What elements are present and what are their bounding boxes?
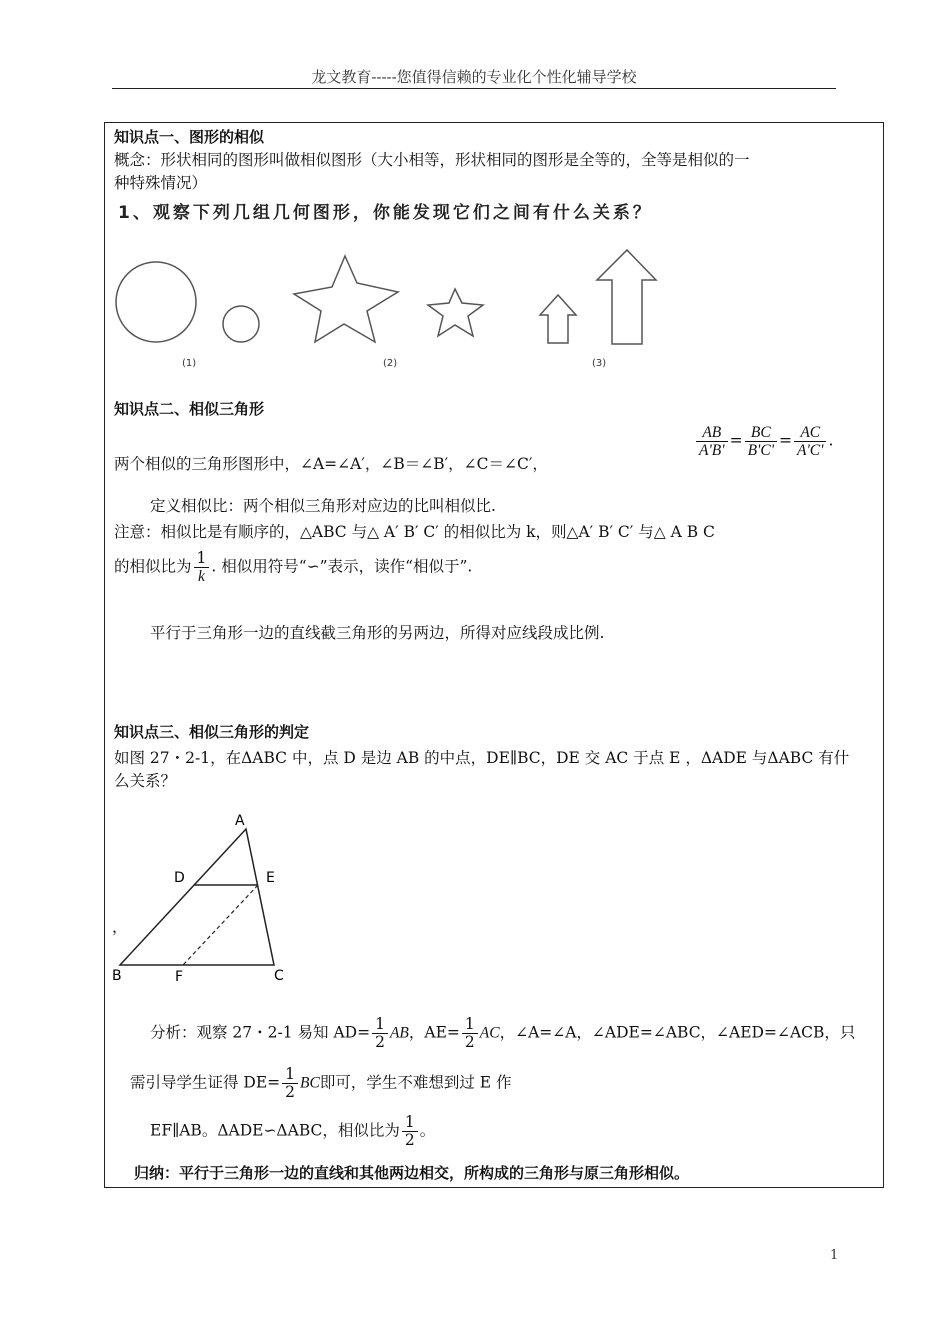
ratio-num-3: AC: [794, 424, 826, 442]
problem-line-1: 如图 27・2-1，在ΔABC 中，点 D 是边 AB 的中点，DE∥BC，DE 交 AC 于点 E ，ΔADE 与ΔABC 有什: [114, 749, 850, 767]
order-note: 注意：相似比是有顺序的，△ABC 与△ A′ B′ C′ 的相似比为 k，则△A′ B′ C′ 与△ A B C: [114, 523, 715, 541]
large-circle: [116, 262, 196, 342]
small-arrow: [540, 295, 576, 343]
section3-title: 知识点三、相似三角形的判定: [114, 723, 310, 741]
label-e: E: [266, 870, 275, 886]
small-circle: [223, 306, 259, 342]
ratio-num-2: BC: [745, 424, 777, 442]
ratio-eq-1: =: [729, 431, 743, 450]
label-f: F: [175, 969, 184, 985]
concept-line-2: 种特殊情况）: [114, 174, 208, 192]
side-ratio-equation: [694, 424, 833, 459]
label-c: C: [274, 968, 284, 984]
header-rule: [112, 88, 836, 89]
figure-comma: ，: [112, 918, 128, 936]
problem-line-2: 么关系？: [114, 772, 177, 790]
ratio-end: .: [828, 431, 834, 450]
triangle-abc: [120, 829, 274, 965]
reciprocal-den: k: [198, 568, 205, 585]
page-header: 龙文教育-----您值得信赖的专业化个性化辅导学校: [311, 68, 637, 86]
section1-title: 知识点一、图形的相似: [114, 128, 265, 146]
page-number: 1: [830, 1248, 839, 1263]
ratio-den-3: A'C': [797, 442, 824, 459]
similar-shapes-figure: [110, 240, 670, 380]
segment-ef: [183, 885, 258, 965]
reciprocal-num: 1: [194, 550, 210, 568]
label-a: A: [235, 813, 245, 829]
small-star: [428, 289, 483, 336]
analysis-line-1: 分析：观察 27・2-1 易知 AD= $\frac{1}{2}$ AB，AE= $\frac{1}{2}$ AC，∠A=∠A，∠ADE=∠ABC，∠AED=∠ACB，只: [150, 1015, 856, 1051]
parallel-line-theorem: 平行于三角形一边的直线截三角形的另两边，所得对应线段成比例.: [150, 624, 605, 642]
ratio-den-2: B'C': [747, 442, 775, 459]
reciprocal-ratio-note: 的相似比为 $\frac{1}{k}$ . 相似用符号“∽”表示，读作“相似于”.: [114, 549, 473, 585]
large-arrow: [597, 250, 656, 344]
observe-question: 1、观察下列几组几何图形，你能发现它们之间有什么关系？: [118, 203, 653, 223]
analysis-line-3: EF∥AB。ΔADE∽ΔABC，相似比为 $\frac{1}{2}$ 。: [150, 1113, 436, 1149]
label-b: B: [112, 968, 122, 984]
large-star: [294, 256, 398, 342]
ratio-num-1: AB: [696, 424, 728, 442]
caption-2: (2): [383, 358, 398, 369]
analysis-line-2: 需引导学生证得 DE= $\frac{1}{2}$ BC即可，学生不难想到过 E 作: [130, 1065, 512, 1101]
caption-3: (3): [592, 358, 607, 369]
ratio-eq-2: =: [779, 431, 793, 450]
similarity-ratio-definition: 定义相似比：两个相似三角形对应边的比叫相似比.: [150, 497, 496, 515]
concept-line-1: 概念：形状相同的图形叫做相似图形（大小相等，形状相同的图形是全等的，全等是相似的一: [114, 151, 750, 169]
ratio-den-1: A'B': [699, 442, 725, 459]
label-d: D: [174, 870, 185, 886]
angle-equalities: 两个相似的三角形图形中，∠A=∠A′，∠B＝∠B′，∠C＝∠C′，: [114, 455, 548, 473]
caption-1: (1): [182, 358, 197, 369]
summary: 归纳：平行于三角形一边的直线和其他两边相交，所构成的三角形与原三角形相似。: [134, 1164, 690, 1182]
section2-title: 知识点二、相似三角形: [114, 400, 265, 418]
triangle-figure: [108, 808, 298, 988]
